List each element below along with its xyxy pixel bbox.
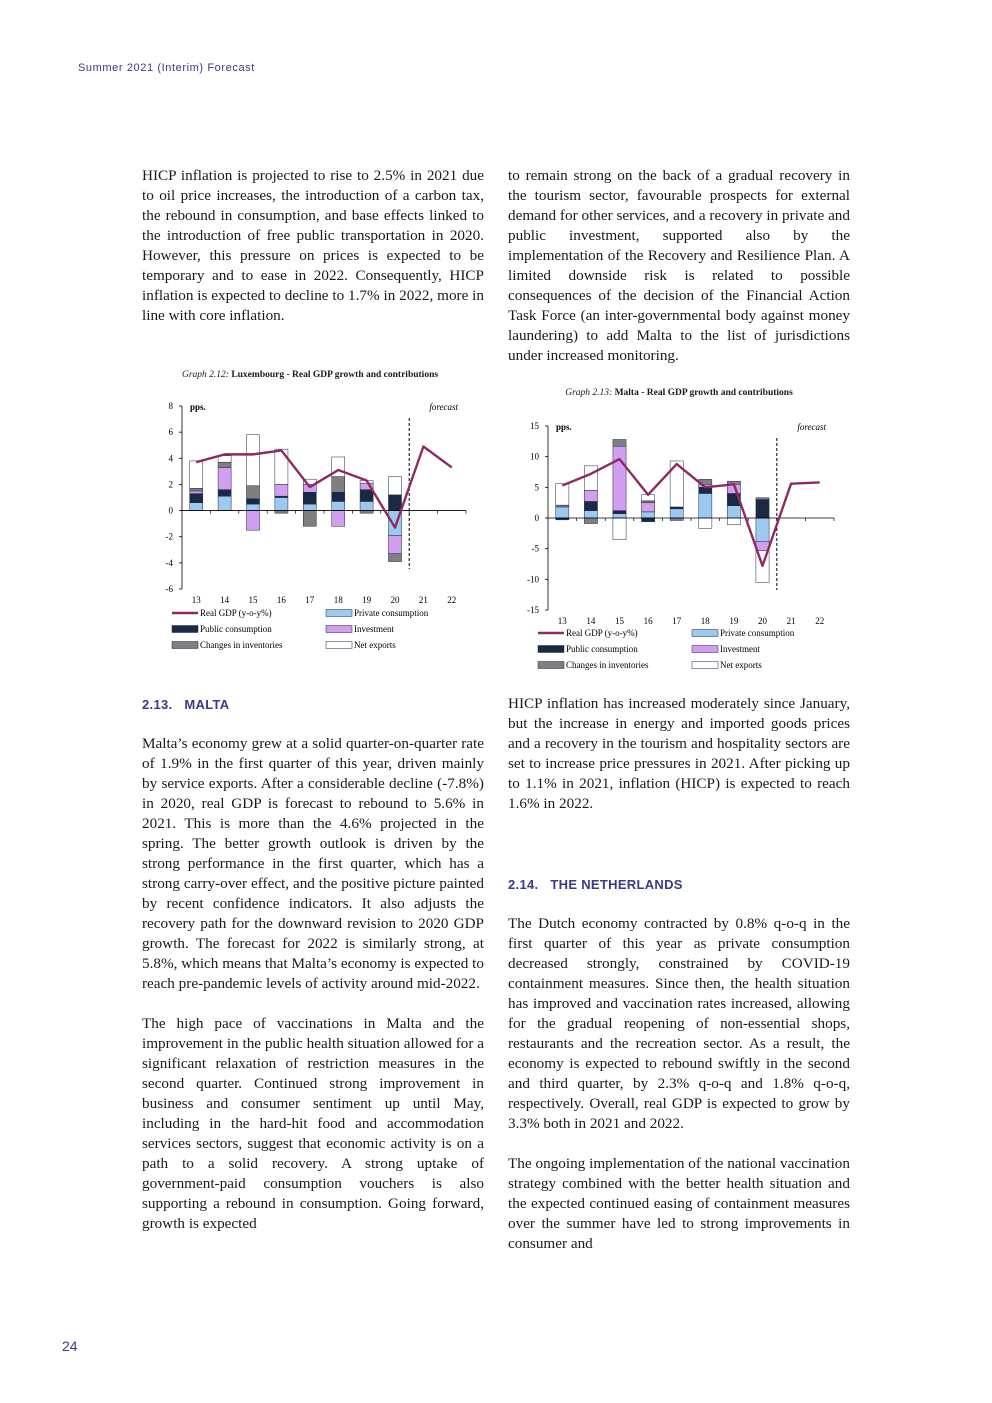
bar-net_exports [613, 518, 626, 539]
legend-swatch-private [692, 630, 718, 637]
bar-public [388, 495, 401, 511]
column-left-top [142, 166, 484, 326]
y-tick-label: -15 [527, 605, 539, 615]
chart-luxembourg [140, 368, 480, 658]
graph-title: Malta - Real GDP growth and contributions [614, 388, 793, 398]
legend-label: Private consumption [720, 628, 795, 638]
legend-swatch-net_exports [692, 662, 718, 669]
legend-swatch-public [172, 626, 198, 633]
chart-malta [506, 386, 852, 678]
x-tick-label: 15 [615, 616, 624, 626]
forecast-label: forecast [797, 422, 826, 432]
legend-label: Net exports [720, 660, 762, 670]
section-number: 2.14. [508, 877, 539, 892]
y-tick-label: 10 [530, 451, 539, 462]
x-tick-label: 14 [586, 616, 596, 626]
paragraph-lux-inflation: HICP inflation is projected to rise to 2.5% in 2021 due to oil price increases, the introduction of a carbon tax, the rebound in consumption, and base effects linked to the introduction of free public transportation in 2020. However, this pressure on prices is expected to be temporary and to ease in 2022. Consequently, HICP inflation is expected to decline to 1.7% in 2022, more in line with core inflation. [142, 167, 484, 324]
x-tick-label: 16 [276, 595, 286, 605]
legend-label: Changes in inventories [566, 660, 649, 670]
bar-inventories [388, 554, 401, 562]
bar-private [332, 501, 345, 510]
y-tick-label: -4 [165, 557, 173, 568]
bar-inventories [218, 462, 231, 467]
bar-inventories [556, 505, 569, 507]
bar-private [556, 507, 569, 518]
x-tick-label: 22 [815, 616, 825, 626]
bar-inventories [332, 477, 345, 493]
column-left-bottom [142, 734, 484, 1234]
y-tick-label: 2 [168, 479, 173, 490]
section-heading-malta [142, 697, 229, 712]
x-tick-label: 19 [729, 616, 739, 626]
bar-private [756, 518, 769, 541]
x-tick-label: 13 [557, 616, 567, 626]
legend-label: Public consumption [200, 624, 272, 634]
x-tick-label: 14 [220, 595, 230, 605]
bar-private [613, 514, 626, 518]
column-right-top [508, 166, 850, 366]
graph-title: Luxembourg - Real GDP growth and contributions [231, 370, 439, 380]
legend-swatch-inventories [538, 662, 564, 669]
legend-label: Private consumption [354, 608, 429, 618]
bar-public [332, 492, 345, 501]
bar-public [246, 499, 259, 504]
bar-public [642, 518, 655, 522]
bar-private [642, 512, 655, 518]
y-tick-label: 8 [168, 401, 173, 411]
bar-inventories [613, 439, 626, 446]
section-heading-netherlands [508, 877, 683, 892]
x-tick-label: 18 [700, 616, 710, 626]
x-tick-label: 21 [786, 616, 796, 626]
legend-label: Changes in inventories [200, 640, 283, 650]
legend-label: Real GDP (y-o-y%) [200, 608, 272, 618]
bar-investment [275, 484, 288, 496]
bar-public [190, 494, 203, 503]
legend-swatch-inventories [172, 642, 198, 649]
y-tick-label: 15 [530, 421, 539, 431]
bar-inventories [642, 501, 655, 503]
bar-public [360, 490, 373, 502]
bar-investment [584, 490, 597, 501]
x-tick-label: 20 [390, 595, 400, 605]
x-tick-label: 22 [447, 595, 457, 605]
bar-public [670, 507, 683, 509]
legend-swatch-public [538, 646, 564, 653]
bar-private [699, 493, 712, 518]
y-tick-label: -2 [165, 531, 173, 542]
forecast-label: forecast [429, 402, 458, 412]
bar-net_exports [727, 518, 740, 525]
y-tick-label: 0 [168, 505, 173, 516]
bar-public [613, 511, 626, 514]
gdp-line [196, 447, 452, 528]
x-tick-label: 16 [643, 616, 653, 626]
bar-private [303, 504, 316, 511]
running-header: Summer 2021 (Interim) Forecast [78, 62, 255, 74]
bar-inventories [303, 511, 316, 527]
x-tick-label: 20 [758, 616, 767, 626]
bar-net_exports [556, 484, 569, 505]
bar-private [275, 498, 288, 511]
y-tick-label: 6 [168, 427, 173, 438]
bar-net_exports [190, 461, 203, 488]
bar-private [670, 509, 683, 518]
chart-svg-malta [506, 386, 852, 678]
bar-inventories [190, 488, 203, 491]
legend-label: Real GDP (y-o-y%) [566, 628, 638, 638]
bar-investment [642, 503, 655, 512]
unit-label: pps. [190, 402, 206, 412]
legend-swatch-investment [326, 626, 352, 633]
section-number: 2.13. [142, 697, 173, 712]
paragraph-malta-growth: Malta’s economy grew at a solid quarter-on-quarter rate of 1.9% in the first quarter of this year, driven mainly by service exports. After a considerable decline (-7.8%) in 2020, real GDP is forecast to rebound to 5.6% in 2021. This is more than the 4.6% projected in the spring. The better growth outlook is driven by the strong performance in the first quarter, which has a strong carry-over effect, and the positive picture painted by recent confidence indicators. It also adjusts the recovery path for the downward revision to 2020 GDP growth. The forecast for 2022 is similarly strong, at 5.8%, which means that Malta’s economy is expected to reach pre-pandemic levels of activity around mid-2022. [142, 735, 484, 992]
chart-svg-luxembourg [140, 368, 480, 658]
legend-label: Public consumption [566, 644, 638, 654]
graph-label: Graph 2.13: [565, 388, 613, 398]
bar-public [584, 501, 597, 510]
bar-net_exports [699, 518, 712, 528]
bar-public [756, 500, 769, 518]
section-title: MALTA [184, 697, 230, 712]
paragraph-malta-outlook-cont: to remain strong on the back of a gradual recovery in the tourism sector, favourable prospects for external demand for other services, and a recovery in private and public investment, supported also by the implementation of the Recovery and Resilience Plan. A limited downside risk is related to possible consequences of the decision of the Financial Action Task Force (an inter-governmental body against money laundering) to add Malta to the list of jurisdictions under increased monitoring. [508, 167, 850, 364]
y-tick-label: 4 [168, 453, 173, 464]
x-tick-label: 17 [305, 595, 315, 605]
bar-investment [246, 511, 259, 531]
bar-public [303, 492, 316, 504]
x-tick-label: 17 [672, 616, 682, 626]
legend-label: Investment [720, 644, 760, 654]
bar-inventories [584, 518, 597, 524]
legend-swatch-private [326, 610, 352, 617]
y-tick-label: -5 [531, 543, 539, 554]
bar-investment [332, 511, 345, 527]
legend-swatch-investment [692, 646, 718, 653]
paragraph-malta-vaccination: The high pace of vaccinations in Malta and the improvement in the public health situation allowed for a significant relaxation of restriction measures in the second quarter. Continued strong improvement in business and consumer sentiment up until May, including in the hard-hit food and accommodation services sectors, suggest that economic activity is on a path to a solid recovery. A strong uptake of government-paid consumption vouchers is also supporting a rebound in consumption. Going forward, growth is expected [142, 1015, 484, 1232]
x-tick-label: 18 [333, 595, 343, 605]
bar-private [246, 504, 259, 511]
bar-net_exports [584, 466, 597, 491]
bar-net_exports [388, 477, 401, 495]
bar-private [360, 501, 373, 510]
bar-investment [190, 491, 203, 494]
column-right-nl [508, 914, 850, 1254]
graph-label: Graph 2.12: [181, 370, 229, 380]
bar-private [727, 506, 740, 518]
column-right-bottom [508, 694, 850, 814]
x-tick-label: 21 [418, 595, 428, 605]
legend-label: Investment [354, 624, 394, 634]
legend-swatch-net_exports [326, 642, 352, 649]
bar-inventories [246, 486, 259, 499]
x-tick-label: 15 [248, 595, 258, 605]
y-tick-label: 0 [534, 513, 539, 523]
bar-private [584, 511, 597, 518]
y-tick-label: -6 [165, 584, 173, 594]
x-tick-label: 19 [362, 595, 372, 605]
bar-investment [388, 535, 401, 553]
page-number: 24 [62, 1338, 78, 1354]
bar-net_exports [246, 435, 259, 486]
bar-investment [218, 467, 231, 489]
paragraph-nl-vaccination: The ongoing implementation of the national vaccination strategy combined with the better health situation and the expected continued easing of containment measures over the summer have led to strong improvements in consumer and [508, 1155, 850, 1252]
y-tick-label: 5 [534, 482, 539, 493]
bar-investment [613, 446, 626, 510]
unit-label: pps. [556, 422, 572, 432]
x-tick-label: 13 [191, 595, 201, 605]
bar-private [218, 496, 231, 510]
bar-inventories [756, 498, 769, 500]
paragraph-nl-economy: The Dutch economy contracted by 0.8% q-o-q in the first quarter of this year as private consumption decreased strongly, constrained by COVID-19 containment measures. Since then, the health situation has improved and vaccination rates increased, allowing for the gradual reopening of non-essential shops, restaurants and the recreation sector. As a result, the economy is expected to rebound swiftly in the second and third quarter, by 2.3% q-o-q and 1.8% q-o-q, respectively. Overall, real GDP is expected to grow by 3.3% both in 2021 and 2022. [508, 915, 850, 1132]
paragraph-malta-inflation: HICP inflation has increased moderately since January, but the increase in energy and imported goods prices and a recovery in the tourism and hospitality sectors are set to increase price pressures in 2021. After picking up to 1.1% in 2021, inflation (HICP) is expected to reach 1.6% in 2022. [508, 695, 850, 812]
gdp-line [562, 459, 819, 566]
bar-private [190, 503, 203, 511]
bar-public [218, 490, 231, 497]
y-tick-label: -10 [527, 574, 539, 585]
section-title: THE NETHERLANDS [550, 877, 683, 892]
legend-label: Net exports [354, 640, 396, 650]
